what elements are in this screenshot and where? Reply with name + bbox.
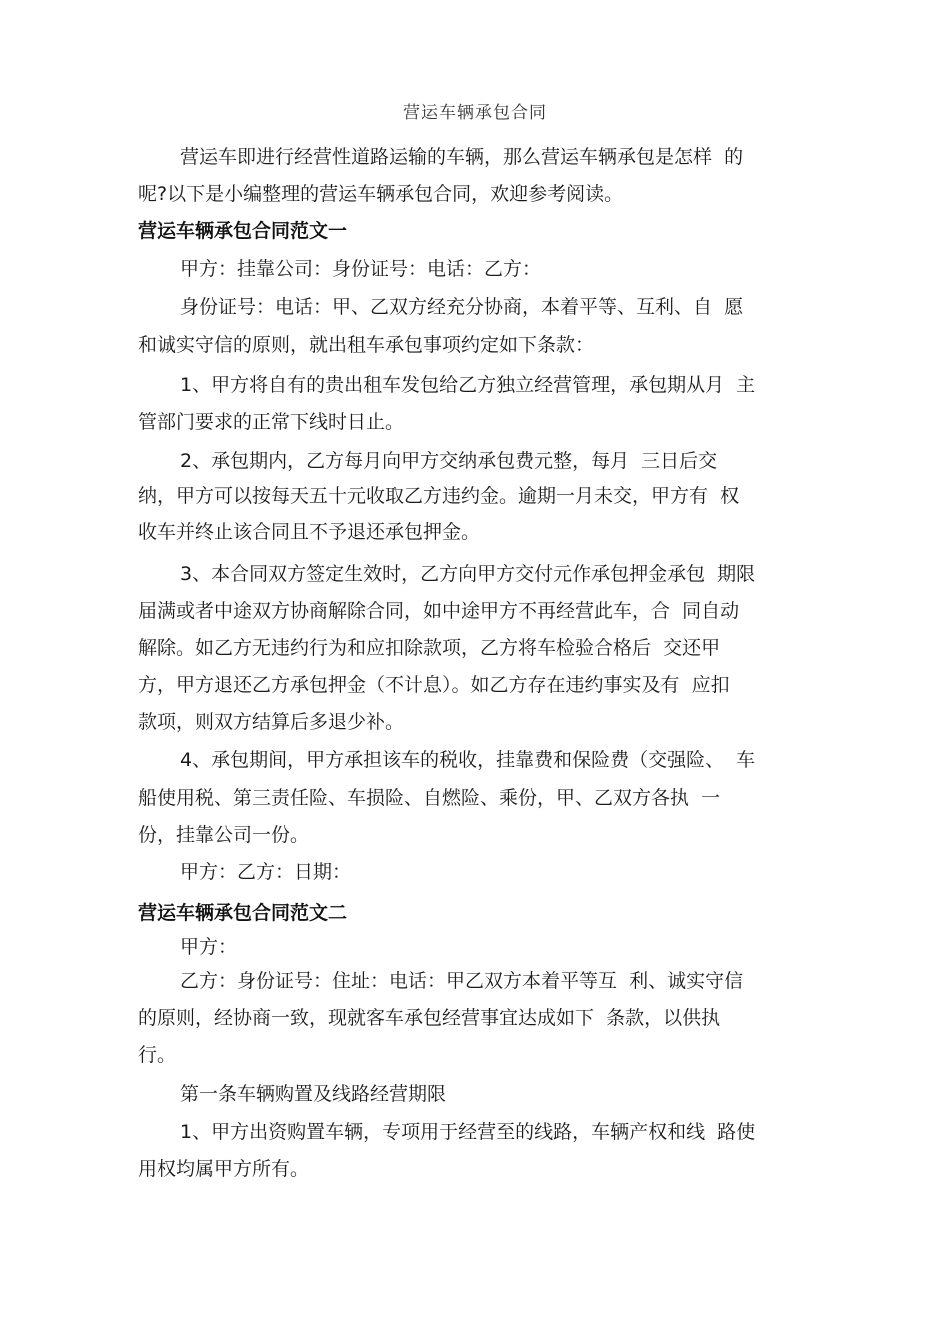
paragraph-line: 呢?以下是小编整理的营运车辆承包合同，欢迎参考阅读。: [138, 183, 624, 205]
paragraph-line: 份，挂靠公司一份。: [138, 824, 310, 846]
paragraph-line: 用权均属甲方所有。: [138, 1158, 310, 1180]
paragraph-line: 届满或者中途双方协商解除合同，如中途甲方不再经营此车，合 同自动: [138, 600, 740, 622]
paragraph-line: 款项，则双方结算后多退少补。: [138, 711, 405, 733]
paragraph-line: 管部门要求的正常下线时日止。: [138, 411, 405, 433]
paragraph-line: 甲方：: [180, 936, 238, 958]
paragraph-line: 解除。如乙方无违约行为和应扣除款项，乙方将车检验合格后 交还甲: [138, 637, 721, 659]
paragraph-line: 方，甲方退还乙方承包押金（不计息）。如乙方存在违约事实及有 应扣: [138, 674, 730, 696]
paragraph-line: 1、甲方将自有的贵出租车发包给乙方独立经营管理，承包期从月 主: [180, 374, 756, 396]
paragraph-line: 4、承包期间，甲方承担该车的税收，挂靠费和保险费（交强险、 车: [180, 749, 756, 771]
paragraph-line: 收车并终止该合同且不予退还承包押金。: [138, 521, 481, 543]
paragraph-line: 和诚实守信的原则，就出租车承包事项约定如下条款：: [138, 334, 595, 356]
signature-line: 甲方：乙方：日期：: [180, 861, 352, 883]
paragraph-line: 3、本合同双方签定生效时，乙方向甲方交付元作承包押金承包 期限: [180, 563, 756, 585]
section-heading-1: 营运车辆承包合同范文一: [138, 220, 348, 242]
article-heading: 第一条车辆购置及线路经营期限: [180, 1083, 447, 1105]
paragraph-line: 2、承包期内，乙方每月向甲方交纳承包费元整，每月 三日后交: [180, 450, 718, 472]
paragraph-line: 的原则，经协商一致，现就客车承包经营事宜达成如下 条款，以供执: [138, 1007, 721, 1029]
paragraph-line: 船使用税、第三责任险、车损险、自燃险、乘份，甲、乙双方各执 一: [138, 787, 721, 809]
paragraph-line: 1、甲方出资购置车辆，专项用于经营至的线路，车辆产权和线 路使: [180, 1121, 756, 1143]
document-title: 营运车辆承包合同: [403, 103, 547, 123]
paragraph-line: 营运车即进行经营性道路运输的车辆，那么营运车辆承包是怎样 的: [180, 146, 744, 168]
paragraph-line: 身份证号：电话：甲、乙双方经充分协商，本着平等、互利、自 愿: [180, 296, 744, 318]
paragraph-line: 乙方：身份证号：住址：电话：甲乙双方本着平等互 利、诚实守信: [180, 970, 744, 992]
section-heading-2: 营运车辆承包合同范文二: [138, 902, 348, 924]
paragraph-line: 甲方：挂靠公司：身份证号：电话：乙方：: [180, 258, 542, 280]
paragraph-line: 行。: [138, 1044, 177, 1066]
paragraph-line: 纳，甲方可以按每天五十元收取乙方违约金。逾期一月未交，甲方有 权: [138, 485, 740, 507]
